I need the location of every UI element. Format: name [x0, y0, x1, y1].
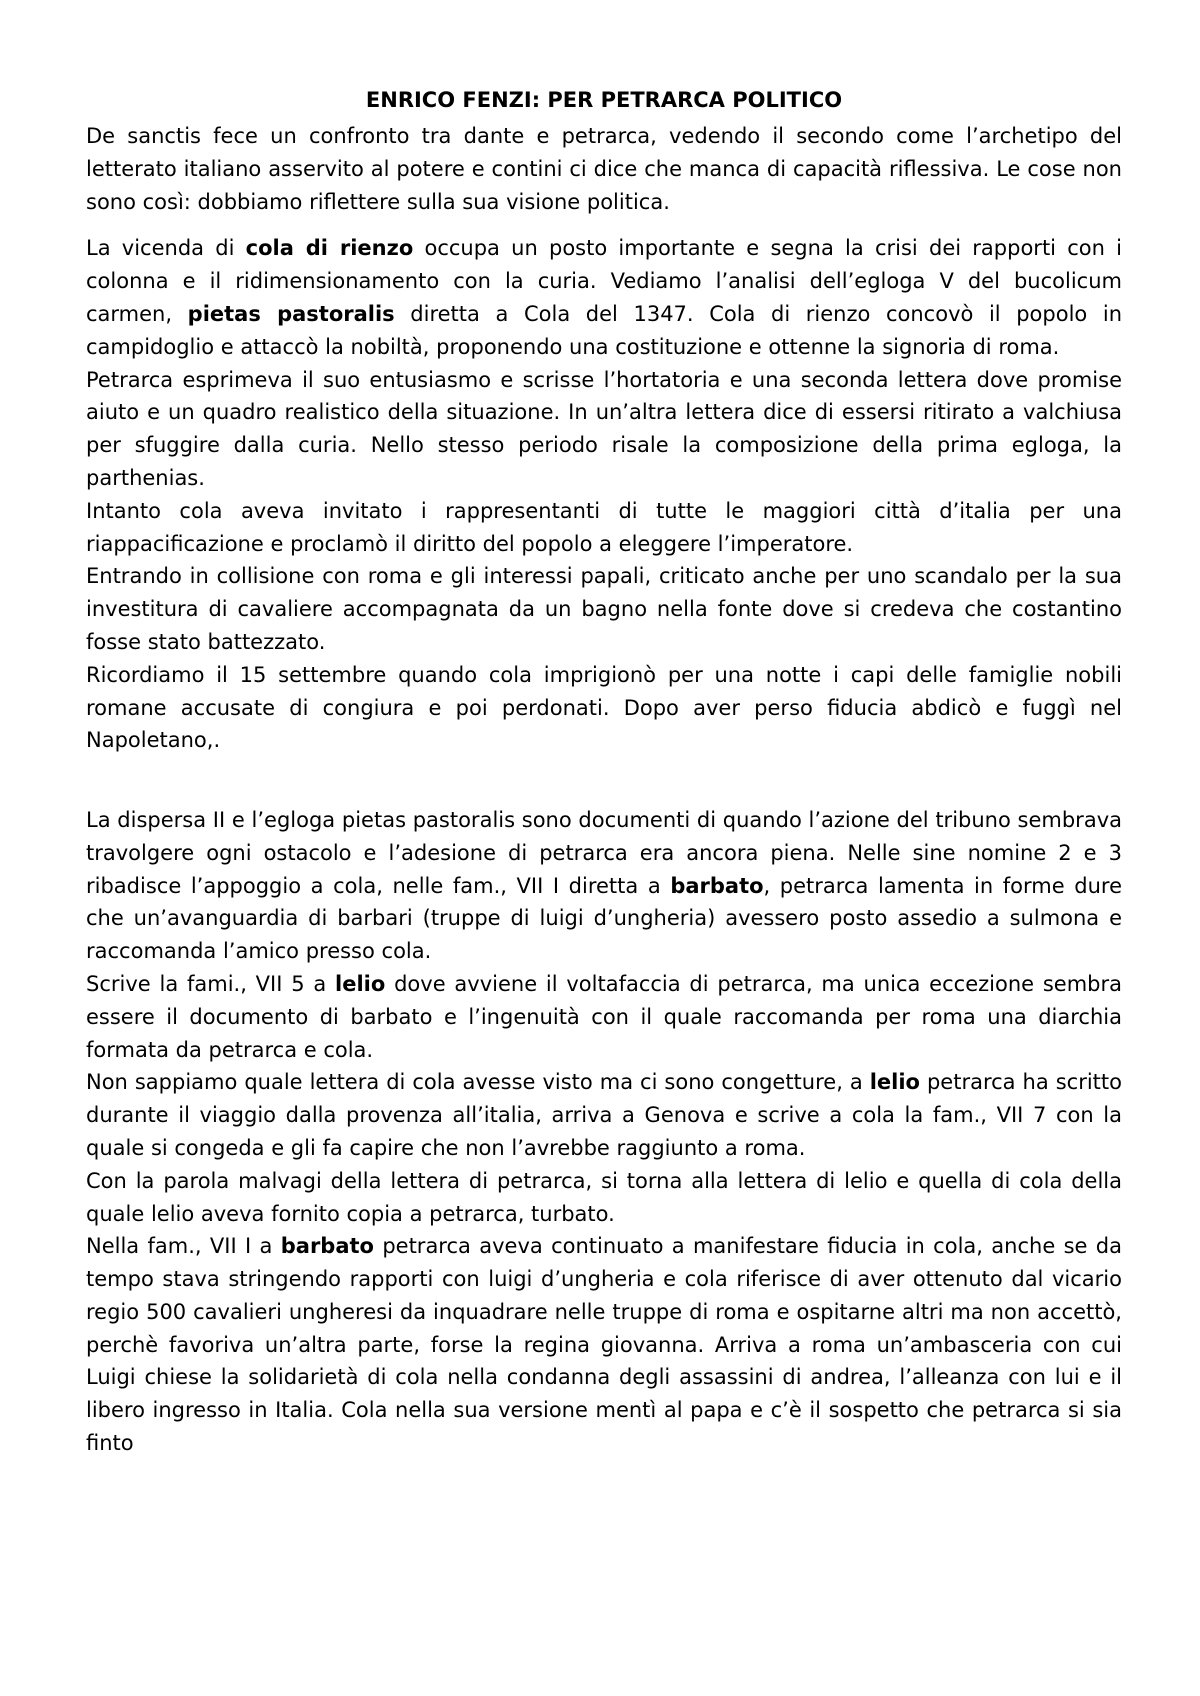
paragraph-entusiasmo: Petrarca esprimeva il suo entusiasmo e scrisse l’hortatoria e una seconda lettera dove promise aiuto e un quadro realistico della situazione. In un’altra lettera dice di essersi ritirato a valchiusa per sfuggire dalla curia. Nello stesso periodo risale la composizione della prima egloga, la parthenias. — [86, 367, 1122, 490]
text-run: petrarca aveva continuato a manifestare fiducia in cola, anche se da tempo stava stringendo rapporti con luigi d’ungheria e cola riferisce di aver ottenuto dal vicario regio 500 cavalieri ungheresi da inquadrare nelle truppe di roma e ospitarne altri ma non accettò, perchè favoriva un’altra parte, forse la regina giovanna. Arriva a roma un’ambasceria con cui Luigi chiese la solidarietà di cola nella condanna degli assassini di andrea, l’alleanza con lui e il libero ingresso in Italia. Cola nella sua versione mentì al papa e c’è il sospetto che petrarca si sia finto — [86, 1234, 1122, 1456]
text-run: dove avviene il voltafaccia di petrarca, ma unica eccezione sembra essere il documento di barbato e l’ingenuità con il quale raccomanda per roma una diarchia formata da petrarca e cola. — [86, 971, 1122, 1062]
text-run: La vicenda di — [86, 236, 246, 261]
text-run: petrarca ha scritto durante il viaggio dalla provenza all’italia, arriva a Genova e scrive a cola la fam., VII 7 con la quale si congeda e gli fa capire che non l’avrebbe raggiunto a roma. — [86, 1070, 1122, 1160]
paragraph-congetture — [86, 1066, 1122, 1164]
text-run: diretta a Cola del 1347. Cola di rienzo concovò il popolo in campidoglio e attaccò la nobiltà, proponendo una costituzione e ottenne la signoria di roma. — [86, 301, 1123, 359]
keyword-barbato: barbato — [670, 873, 764, 898]
text-run: La dispersa II e l’egloga pietas pastoralis sono documenti di quando l’azione del tribuno sembrava travolgere ogni ostacolo e l’adesione di petrarca era ancora piena. Nelle sine nomine 2 e 3 ribadisce l’appoggio a cola, nelle fam., VII I diretta a — [86, 807, 1122, 898]
text-run: Scrive la fami., VII 5 a — [86, 971, 336, 996]
text-run: occupa un posto importante e segna la crisi dei rapporti con i colonna e il ridimensionamento con la curia. Vediamo l’analisi dell’egloga V del bucolicum carmen, — [86, 236, 1122, 326]
document-page — [86, 84, 1122, 1460]
paragraph-dispersa — [86, 804, 1122, 968]
keyword-pietas-pastoralis: pietas pastoralis — [187, 301, 395, 326]
text-run: , petrarca lamenta in forme dure che un’avanguardia di barbari (truppe di luigi d’ungheria) avessero posto assedio a sulmona e raccomanda l’amico presso cola. — [86, 873, 1122, 964]
blank-line — [86, 757, 1122, 790]
text-run: Nella fam., VII I a — [86, 1234, 281, 1259]
paragraph-riappacificazione: Intanto cola aveva invitato i rappresentanti di tutte le maggiori città d’italia per una riappacificazione e proclamò il diritto del popolo a eleggere l’imperatore. — [86, 498, 1122, 556]
paragraph-collisione: Entrando in collisione con roma e gli interessi papali, criticato anche per uno scandalo per la sua investitura di cavaliere accompagnata da un bagno nella fonte dove si credeva che costantino fosse stato battezzato. — [86, 564, 1122, 654]
paragraph-fiducia — [86, 1230, 1122, 1460]
paragraph-malvagi: Con la parola malvagi della lettera di petrarca, si torna alla lettera di lelio e quella di cola della quale lelio aveva fornito copia a petrarca, turbato. — [86, 1168, 1122, 1226]
paragraph-cola-di-rienzo — [86, 232, 1122, 363]
text-run: Non sappiamo quale lettera di cola avesse visto ma ci sono congetture, a — [86, 1070, 870, 1095]
paragraph-intro: De sanctis fece un confronto tra dante e petrarca, vedendo il secondo come l’archetipo del letterato italiano asservito al potere e contini ci dice che manca di capacità riflessiva. Le cose non sono così: dobbiamo riflettere sulla sua visione politica. — [86, 124, 1122, 214]
keyword-lelio: lelio — [335, 971, 386, 996]
keyword-lelio: lelio — [869, 1070, 920, 1095]
paragraph-15-settembre: Ricordiamo il 15 settembre quando cola imprigionò per una notte i capi delle famiglie nobili romane accusate di congiura e poi perdonati. Dopo aver perso fiducia abdicò e fuggì nel Napoletano,. — [86, 662, 1122, 753]
keyword-cola-di-rienzo: cola di rienzo — [245, 236, 414, 261]
document-title: ENRICO FENZI: PER PETRARCA POLITICO — [365, 88, 843, 112]
keyword-barbato: barbato — [280, 1234, 374, 1259]
paragraph-fami-lelio — [86, 968, 1122, 1066]
